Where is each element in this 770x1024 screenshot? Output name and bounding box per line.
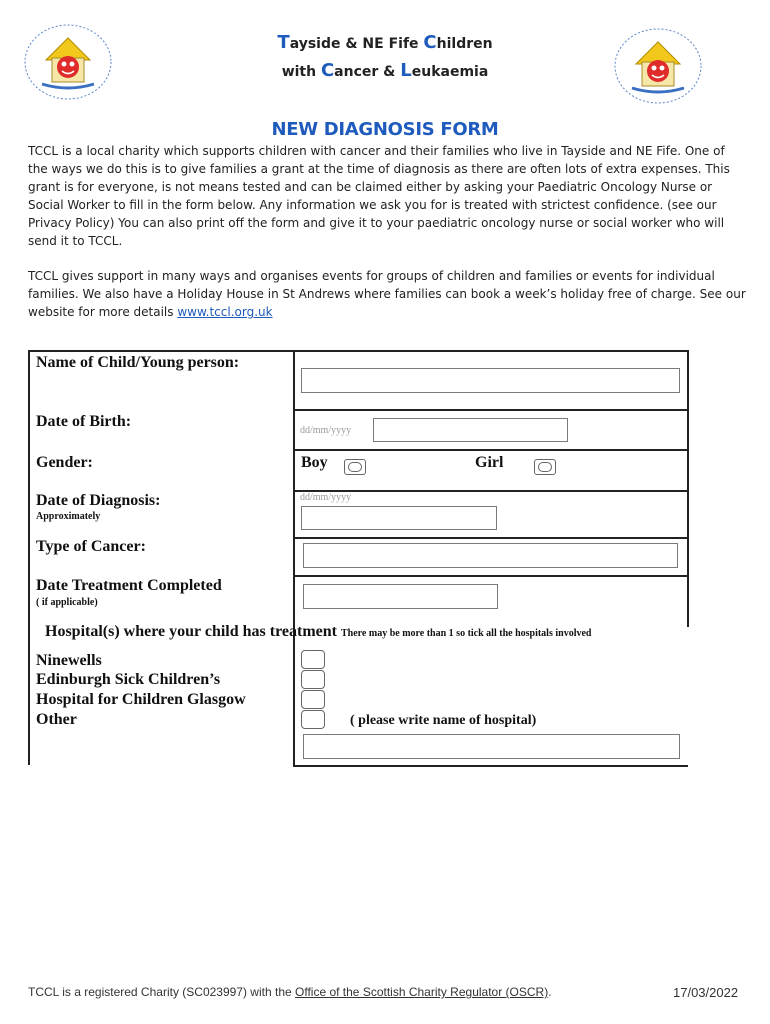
- form-bottom-border: [293, 765, 688, 767]
- cancer-type-input[interactable]: [303, 543, 678, 568]
- intro-paragraph-1: TCCL is a local charity which supports children with cancer and their families who live in Tayside and NE Fife. One of the ways we do this is to give families a grant at the time of diagnosis as there are often lots of extra expenses. This grant is for everyone, is not means tested and can be claimed either by asking your Paediatric Oncology Nurse or Social Worker to fill in the form below. Any information we ask you for is treated with strictest confidence. (see our Privacy Policy) You can also print off the form and give it to your paediatric oncology nurse or social worker who will send it to TCCL.: [28, 144, 730, 248]
- row-divider: [293, 409, 688, 411]
- boy-radio[interactable]: [344, 459, 366, 475]
- form-column-divider: [293, 350, 295, 765]
- hospital-item-ninewells: Ninewells: [36, 652, 102, 669]
- diagnosis-date-input[interactable]: [301, 506, 497, 530]
- website-link[interactable]: www.tccl.org.uk: [177, 305, 273, 319]
- form-top-border: [28, 350, 688, 352]
- ninewells-checkbox[interactable]: [301, 650, 325, 669]
- row-divider: [293, 490, 688, 492]
- form-right-border: [687, 350, 689, 627]
- hospital-item-other: Other: [36, 711, 77, 728]
- child-name-label: Name of Child/Young person:: [36, 354, 240, 371]
- gender-label: Gender:: [36, 454, 93, 471]
- girl-radio[interactable]: [534, 459, 556, 475]
- oscr-link[interactable]: Office of the Scottish Charity Regulator (OSCR): [295, 985, 549, 999]
- other-hospital-hint: ( please write name of hospital): [350, 713, 537, 728]
- treatment-completed-label: Date Treatment Completed: [36, 577, 222, 594]
- org-name-line-2: with Cancer & Leukaemia: [281, 60, 489, 81]
- diagnosis-format-hint: dd/mm/yyyy: [300, 492, 352, 503]
- footer-charity-note: TCCL is a registered Charity (SC023997) with the Office of the Scottish Charity Regulator (OSCR).: [28, 985, 552, 999]
- diagnosis-label: Date of Diagnosis:: [36, 492, 161, 509]
- other-checkbox[interactable]: [301, 710, 325, 729]
- form-left-border: [28, 350, 30, 765]
- hospital-item-glasgow: Hospital for Children Glasgow: [36, 691, 246, 708]
- intro-paragraph-2: TCCL gives support in many ways and organises events for groups of children and families or events for individual families. We also have a Holiday House in St Andrews where families can book a week’s holiday free of charge. See our website for more details www.tccl.org.uk: [28, 269, 746, 319]
- org-name-line-1: Tayside & NE Fife Children: [277, 32, 493, 53]
- child-name-input[interactable]: [301, 368, 680, 393]
- row-divider: [293, 537, 688, 539]
- glasgow-checkbox[interactable]: [301, 690, 325, 709]
- cancer-type-label: Type of Cancer:: [36, 538, 146, 555]
- other-hospital-input[interactable]: [303, 734, 680, 759]
- dob-format-hint: dd/mm/yyyy: [300, 425, 352, 436]
- boy-label: Boy: [301, 454, 328, 471]
- treatment-completed-input[interactable]: [303, 584, 498, 609]
- treatment-completed-sublabel: ( if applicable): [36, 597, 98, 608]
- dob-label: Date of Birth:: [36, 413, 132, 430]
- form-title: NEW DIAGNOSIS FORM: [271, 119, 499, 140]
- hospital-item-edinburgh: Edinburgh Sick Children’s: [36, 671, 221, 688]
- row-divider: [293, 575, 688, 577]
- hospitals-note: There may be more than 1 so tick all the hospitals involved: [341, 628, 592, 639]
- row-divider: [293, 449, 688, 451]
- edinburgh-checkbox[interactable]: [301, 670, 325, 689]
- girl-label: Girl: [475, 454, 504, 471]
- footer-date: 17/03/2022: [673, 985, 739, 1000]
- dob-input[interactable]: [373, 418, 568, 442]
- hospitals-label: Hospital(s) where your child has treatment There may be more than 1 so tick all the hospitals involved: [45, 623, 592, 640]
- diagnosis-sublabel: Approximately: [36, 511, 101, 522]
